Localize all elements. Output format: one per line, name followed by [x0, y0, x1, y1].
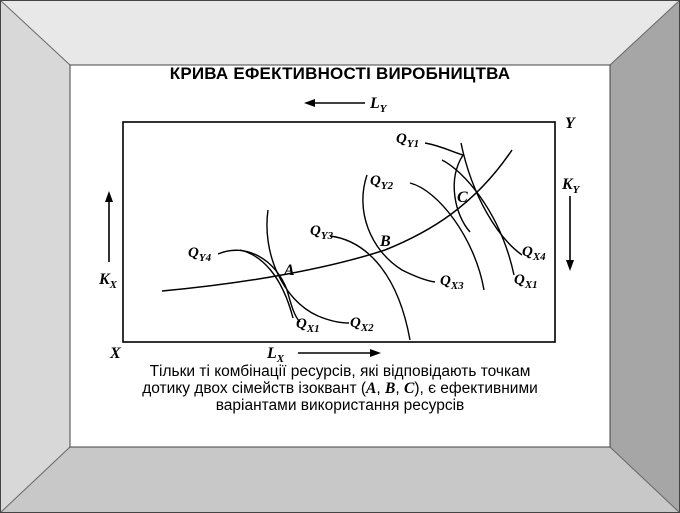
slide-title: КРИВА ЕФЕКТИВНОСТІ ВИРОБНИЦТВА: [169, 64, 511, 83]
point-c-label: C: [457, 189, 468, 206]
corner-x-label: X: [110, 345, 121, 362]
frame-left-bevel: [0, 0, 70, 513]
caption-line-2: дотику двох сімейств ізоквант (A, B, C), є ефективними: [142, 380, 538, 397]
isoquant-label-qy3: $Q_{Y3}$: [310, 223, 334, 242]
frame-bottom-bevel: [0, 447, 680, 513]
isoquant-label-qx1-right: $Q_{X1}$: [514, 272, 538, 291]
isoquant-label-qy2: $Q_{Y2}$: [370, 173, 394, 192]
frame-right-bevel: [610, 0, 680, 513]
caption-point-b: B: [385, 380, 396, 397]
caption-line-3: варіантами використання ресурсів: [215, 397, 465, 414]
axis-label-lx: $L_X$: [267, 345, 285, 365]
isoquant-label-qy4: $Q_{Y4}$: [188, 245, 212, 264]
isoquant-label-qx2: $Q_{X2}$: [350, 315, 374, 334]
isoquant-label-qy1: $Q_{Y1}$: [396, 131, 420, 150]
axis-label-ly: $L_Y$: [370, 95, 387, 115]
isoquant-label-qx1: $Q_{X1}$: [296, 316, 320, 335]
point-b-label: B: [380, 233, 391, 250]
corner-y-label: Y: [565, 115, 575, 132]
isoquant-label-qx4: $Q_{X4}$: [522, 244, 546, 263]
caption-line-1: Тільки ті комбінації ресурсів, які відповідають точкам: [149, 363, 531, 380]
point-a-label: A: [284, 262, 295, 279]
frame-top-bevel: [0, 0, 680, 65]
isoquant-label-qx3: $Q_{X3}$: [440, 273, 464, 292]
axis-label-kx: $K_X$: [99, 271, 118, 291]
caption-point-c: C: [403, 380, 415, 397]
caption-point-a: A: [366, 380, 377, 397]
axis-label-ky: $K_Y$: [562, 176, 580, 196]
